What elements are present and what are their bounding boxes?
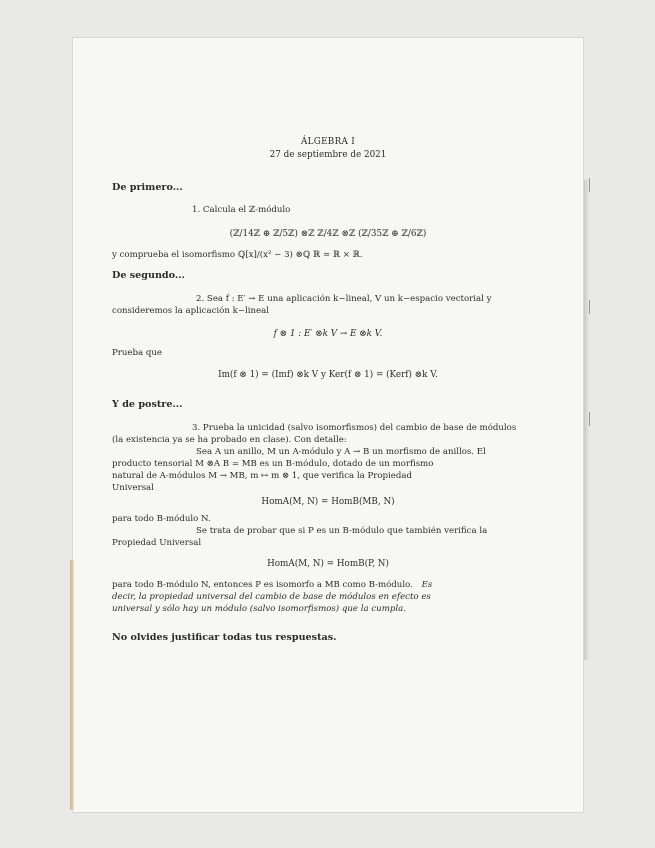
exercise-3-formula-2: HomA(M, N) = HomB(P, N) bbox=[267, 559, 389, 569]
margin-mark bbox=[583, 412, 590, 426]
exercise-1-text: 1. Calcula el ℤ-módulo bbox=[192, 205, 291, 215]
exercise-3-line-2: (la existencia ya se ha probado en clase). Con detalle: bbox=[112, 435, 347, 445]
exercise-3-line-1: 3. Prueba la unicidad (salvo isomorfismos) del cambio de base de módulos bbox=[192, 423, 517, 433]
margin-mark bbox=[583, 300, 590, 314]
page-edge-left bbox=[70, 560, 74, 810]
exercise-3-line-10-italic: Es bbox=[421, 580, 433, 590]
exercise-2-line-1: 2. Sea f : E′ → E una aplicación k−lineal, V un k−espacio vectorial y bbox=[196, 294, 492, 304]
exercise-3-line-9: Propiedad Universal bbox=[112, 538, 202, 548]
exercise-1-line: y comprueba el isomorfismo ℚ[x]/(x² − 3) ⊗ℚ ℝ ≃ ℝ × ℝ. bbox=[112, 250, 363, 260]
exercise-2-formula-2: Im(f ⊗ 1) = (Imf) ⊗k V y Ker(f ⊗ 1) = (Kerf) ⊗k V. bbox=[218, 370, 438, 380]
exercise-3-formula-1: HomA(M, N) = HomB(MB, N) bbox=[261, 497, 395, 507]
exercise-3-line-4: producto tensorial M ⊗A B = MB es un B-módulo, dotado de un morfismo bbox=[112, 459, 434, 469]
exercise-3-line-8: Se trata de probar que si P es un B-módulo que también verifica la bbox=[196, 526, 488, 536]
page-date: 27 de septiembre de 2021 bbox=[269, 150, 387, 160]
exercise-2-formula: f ⊗ 1 : E′ ⊗k V → E ⊗k V. bbox=[273, 329, 383, 339]
exercise-3-line-12: universal y sólo hay un módulo (salvo isomorfismos) que la cumpla. bbox=[112, 604, 406, 614]
section-heading-1: De primero... bbox=[112, 182, 183, 193]
page-title: ÁLGEBRA I bbox=[300, 137, 356, 147]
exercise-3-line-5: natural de A-módulos M → MB, m ↦ m ⊗ 1, que verifica la Propiedad bbox=[112, 471, 412, 481]
exercise-3-line-10-text: para todo B-módulo N, entonces P es isomorfo a MB como B-módulo. bbox=[112, 580, 413, 590]
closing-note: No olvides justificar todas tus respuestas. bbox=[112, 632, 337, 643]
section-heading-3: Y de postre... bbox=[112, 399, 183, 410]
exercise-3-line-11: decir, la propiedad universal del cambio de base de módulos en efecto es bbox=[112, 592, 431, 602]
exercise-2-line-2: consideremos la aplicación k−lineal bbox=[112, 306, 269, 316]
margin-mark bbox=[583, 178, 590, 192]
section-heading-2: De segundo... bbox=[112, 270, 185, 281]
exercise-3-line-6: Universal bbox=[112, 483, 154, 493]
exam-page bbox=[72, 37, 584, 813]
exercise-2-prueba: Prueba que bbox=[112, 348, 162, 358]
exercise-1-formula: (ℤ/14ℤ ⊕ ℤ/5ℤ) ⊗ℤ ℤ/4ℤ ⊗ℤ (ℤ/35ℤ ⊕ ℤ/6ℤ) bbox=[229, 229, 427, 239]
exercise-3-line-10 bbox=[112, 580, 432, 591]
exercise-3-line-7: para todo B-módulo N. bbox=[112, 514, 211, 524]
exercise-3-line-3: Sea A un anillo, M un A-módulo y A → B un morfismo de anillos. El bbox=[196, 447, 486, 457]
